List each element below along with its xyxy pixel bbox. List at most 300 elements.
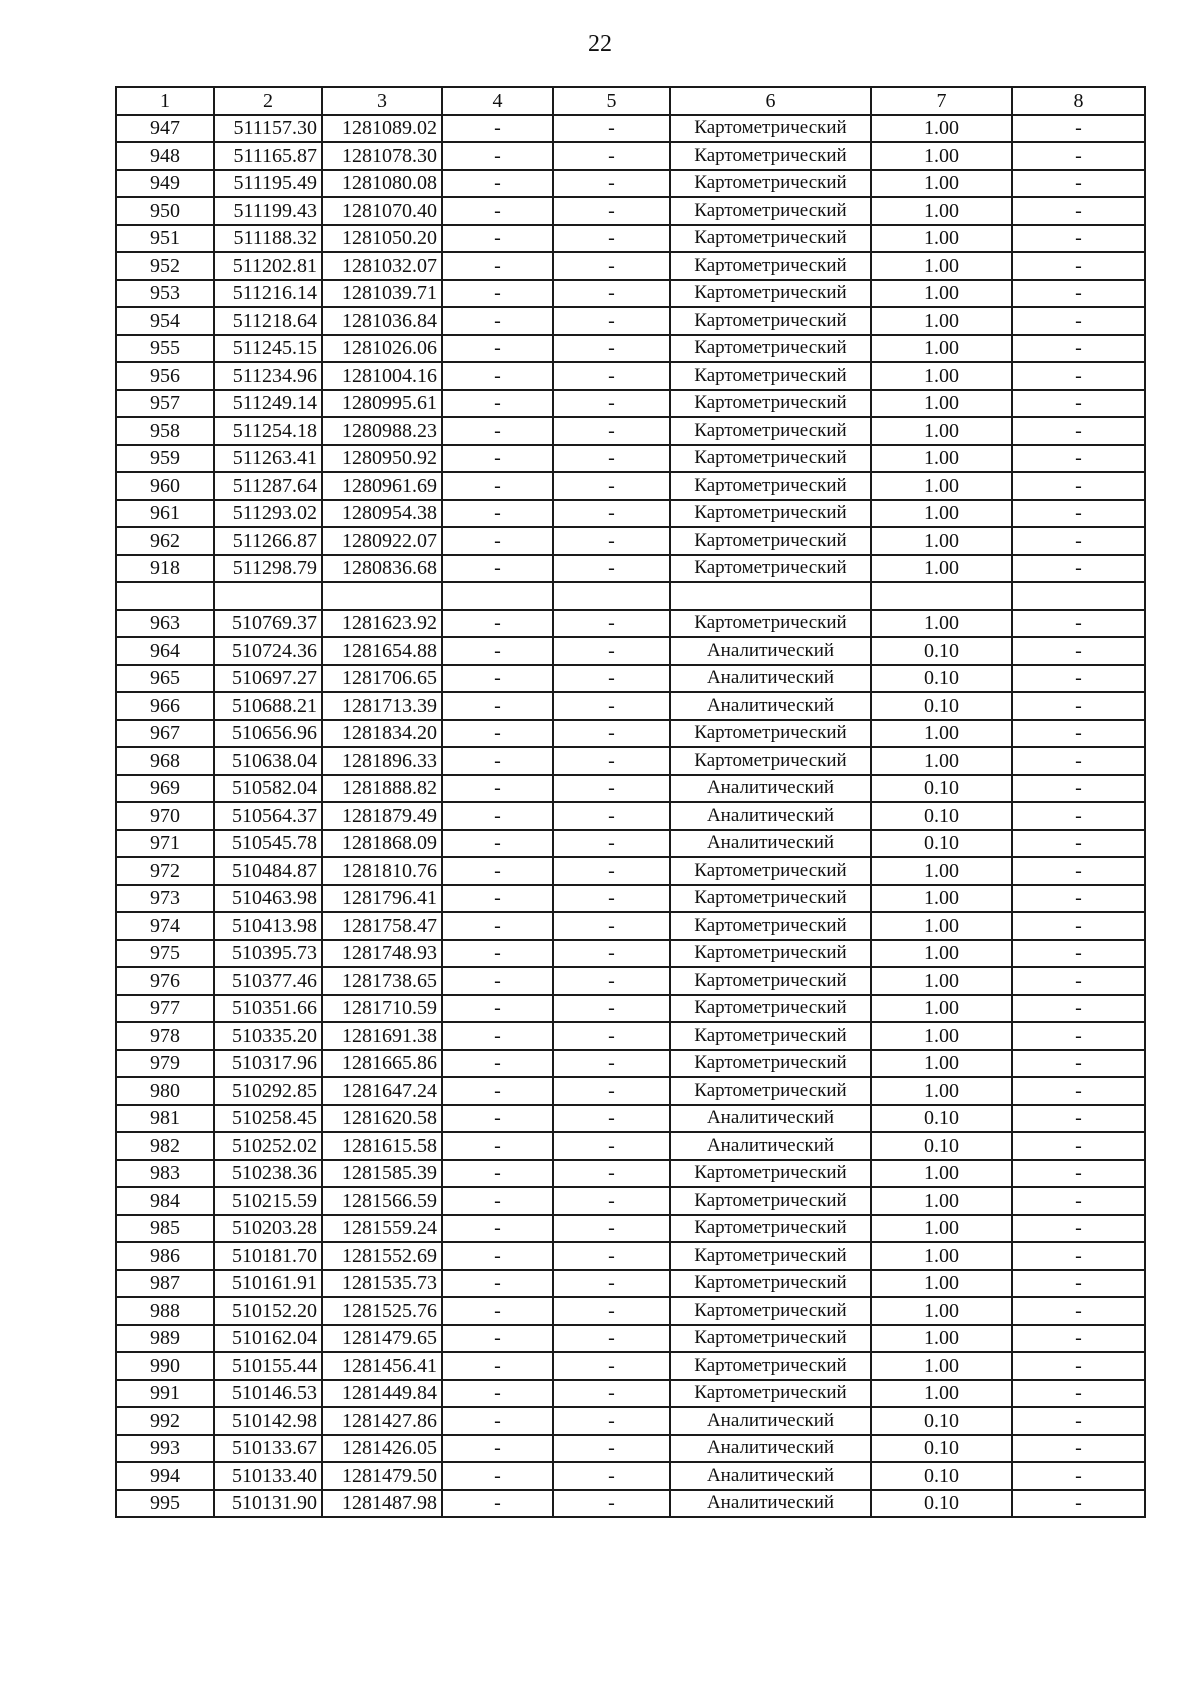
x-coordinate-cell: 511188.32	[214, 225, 322, 253]
point-number-cell: 986	[116, 1242, 214, 1270]
column5-cell: -	[553, 390, 670, 418]
column8-cell: -	[1012, 280, 1145, 308]
accuracy-cell: 0.10	[871, 1462, 1012, 1490]
column5-cell: -	[553, 802, 670, 830]
coordinates-table	[115, 86, 1146, 1518]
y-coordinate-cell: 1281834.20	[322, 720, 442, 748]
table-row	[116, 197, 1145, 225]
point-number-cell: 954	[116, 307, 214, 335]
method-cell: Аналитический	[670, 1462, 871, 1490]
column4-cell: -	[442, 1490, 553, 1518]
table-row	[116, 500, 1145, 528]
method-cell: Картометрический	[670, 1160, 871, 1188]
column8-cell: -	[1012, 1407, 1145, 1435]
column4-cell: -	[442, 417, 553, 445]
x-coordinate-cell: 510769.37	[214, 610, 322, 638]
column8-cell: -	[1012, 1022, 1145, 1050]
column4-cell: -	[442, 115, 553, 143]
column8-cell: -	[1012, 527, 1145, 555]
column5-cell: -	[553, 692, 670, 720]
y-coordinate-cell: 1281620.58	[322, 1105, 442, 1133]
column5-cell: -	[553, 197, 670, 225]
table-row	[116, 472, 1145, 500]
column8-cell: -	[1012, 1050, 1145, 1078]
point-number-cell: 992	[116, 1407, 214, 1435]
column5-cell: -	[553, 775, 670, 803]
x-coordinate-cell: 511249.14	[214, 390, 322, 418]
column5-cell: -	[553, 995, 670, 1023]
table-row	[116, 610, 1145, 638]
point-number-cell: 982	[116, 1132, 214, 1160]
y-coordinate-cell: 1281706.65	[322, 665, 442, 693]
column4-cell: -	[442, 1352, 553, 1380]
column5-cell: -	[553, 912, 670, 940]
y-coordinate-cell: 1281879.49	[322, 802, 442, 830]
column5-cell: -	[553, 252, 670, 280]
column5-cell: -	[553, 362, 670, 390]
column4-cell: -	[442, 1132, 553, 1160]
method-cell: Картометрический	[670, 747, 871, 775]
column5-cell: -	[553, 1352, 670, 1380]
column5-cell: -	[553, 1160, 670, 1188]
x-coordinate-cell: 511157.30	[214, 115, 322, 143]
point-number-cell: 981	[116, 1105, 214, 1133]
accuracy-cell: 1.00	[871, 995, 1012, 1023]
accuracy-cell: 1.00	[871, 555, 1012, 583]
column5-cell: -	[553, 335, 670, 363]
column8-cell	[1012, 582, 1145, 610]
column8-cell: -	[1012, 390, 1145, 418]
method-cell: Картометрический	[670, 115, 871, 143]
column5-cell: -	[553, 1490, 670, 1518]
x-coordinate-cell: 510351.66	[214, 995, 322, 1023]
method-cell: Картометрический	[670, 1215, 871, 1243]
y-coordinate-cell: 1281456.41	[322, 1352, 442, 1380]
table-row	[116, 747, 1145, 775]
table-row	[116, 967, 1145, 995]
column5-cell: -	[553, 500, 670, 528]
y-coordinate-cell	[322, 582, 442, 610]
column4-cell: -	[442, 555, 553, 583]
accuracy-cell: 1.00	[871, 610, 1012, 638]
column5-cell: -	[553, 472, 670, 500]
method-cell: Картометрический	[670, 1187, 871, 1215]
method-cell: Картометрический	[670, 225, 871, 253]
table-row	[116, 1325, 1145, 1353]
accuracy-cell: 1.00	[871, 1352, 1012, 1380]
point-number-cell: 979	[116, 1050, 214, 1078]
table-row	[116, 830, 1145, 858]
x-coordinate-cell: 511218.64	[214, 307, 322, 335]
column8-cell: -	[1012, 1132, 1145, 1160]
y-coordinate-cell: 1281810.76	[322, 857, 442, 885]
x-coordinate-cell: 510413.98	[214, 912, 322, 940]
x-coordinate-cell: 510463.98	[214, 885, 322, 913]
x-coordinate-cell: 511195.49	[214, 170, 322, 198]
x-coordinate-cell: 510252.02	[214, 1132, 322, 1160]
column8-cell: -	[1012, 1077, 1145, 1105]
x-coordinate-cell: 510152.20	[214, 1297, 322, 1325]
point-number-cell: 978	[116, 1022, 214, 1050]
column5-cell: -	[553, 857, 670, 885]
table-row	[116, 1160, 1145, 1188]
table-row	[116, 665, 1145, 693]
point-number-cell: 977	[116, 995, 214, 1023]
point-number-cell: 951	[116, 225, 214, 253]
y-coordinate-cell: 1281691.38	[322, 1022, 442, 1050]
column-header-1: 1	[116, 87, 214, 115]
column8-cell: -	[1012, 775, 1145, 803]
method-cell: Картометрический	[670, 1077, 871, 1105]
point-number-cell: 991	[116, 1380, 214, 1408]
x-coordinate-cell: 510292.85	[214, 1077, 322, 1105]
point-number-cell: 950	[116, 197, 214, 225]
y-coordinate-cell: 1281552.69	[322, 1242, 442, 1270]
point-number-cell: 987	[116, 1270, 214, 1298]
point-number-cell: 952	[116, 252, 214, 280]
column5-cell: -	[553, 967, 670, 995]
point-number-cell: 971	[116, 830, 214, 858]
point-number-cell: 983	[116, 1160, 214, 1188]
column5-cell: -	[553, 747, 670, 775]
y-coordinate-cell: 1281654.88	[322, 637, 442, 665]
x-coordinate-cell: 510335.20	[214, 1022, 322, 1050]
column8-cell: -	[1012, 555, 1145, 583]
column4-cell: -	[442, 362, 553, 390]
table-row	[116, 940, 1145, 968]
column5-cell: -	[553, 170, 670, 198]
method-cell: Картометрический	[670, 885, 871, 913]
column4-cell: -	[442, 1215, 553, 1243]
page-number: 22	[588, 31, 612, 57]
column4-cell: -	[442, 500, 553, 528]
y-coordinate-cell: 1280836.68	[322, 555, 442, 583]
column4-cell: -	[442, 445, 553, 473]
x-coordinate-cell: 510317.96	[214, 1050, 322, 1078]
table-row	[116, 335, 1145, 363]
column5-cell: -	[553, 280, 670, 308]
y-coordinate-cell: 1281738.65	[322, 967, 442, 995]
accuracy-cell: 1.00	[871, 1215, 1012, 1243]
column-header-4: 4	[442, 87, 553, 115]
point-number-cell: 953	[116, 280, 214, 308]
point-number-cell: 968	[116, 747, 214, 775]
y-coordinate-cell: 1281710.59	[322, 995, 442, 1023]
column5-cell: -	[553, 1270, 670, 1298]
y-coordinate-cell: 1281070.40	[322, 197, 442, 225]
column8-cell: -	[1012, 1435, 1145, 1463]
column4-cell: -	[442, 720, 553, 748]
column5-cell: -	[553, 1187, 670, 1215]
point-number-cell: 967	[116, 720, 214, 748]
column8-cell: -	[1012, 967, 1145, 995]
table-row	[116, 555, 1145, 583]
x-coordinate-cell: 510638.04	[214, 747, 322, 775]
x-coordinate-cell: 510582.04	[214, 775, 322, 803]
table-row	[116, 802, 1145, 830]
column8-cell: -	[1012, 1490, 1145, 1518]
column4-cell: -	[442, 912, 553, 940]
x-coordinate-cell: 511165.87	[214, 142, 322, 170]
table-row	[116, 115, 1145, 143]
column4-cell: -	[442, 1270, 553, 1298]
column-header-2: 2	[214, 87, 322, 115]
y-coordinate-cell: 1281089.02	[322, 115, 442, 143]
x-coordinate-cell: 511293.02	[214, 500, 322, 528]
y-coordinate-cell: 1281615.58	[322, 1132, 442, 1160]
column8-cell: -	[1012, 747, 1145, 775]
y-coordinate-cell: 1281559.24	[322, 1215, 442, 1243]
accuracy-cell: 0.10	[871, 1132, 1012, 1160]
method-cell: Картометрический	[670, 1242, 871, 1270]
column8-cell: -	[1012, 1105, 1145, 1133]
y-coordinate-cell: 1281868.09	[322, 830, 442, 858]
method-cell: Картометрический	[670, 335, 871, 363]
point-number-cell: 947	[116, 115, 214, 143]
accuracy-cell: 1.00	[871, 500, 1012, 528]
column8-cell: -	[1012, 472, 1145, 500]
column5-cell: -	[553, 1407, 670, 1435]
method-cell: Картометрический	[670, 1050, 871, 1078]
column8-cell: -	[1012, 1187, 1145, 1215]
table-row	[116, 912, 1145, 940]
y-coordinate-cell: 1281623.92	[322, 610, 442, 638]
y-coordinate-cell: 1281535.73	[322, 1270, 442, 1298]
point-number-cell: 956	[116, 362, 214, 390]
accuracy-cell: 0.10	[871, 830, 1012, 858]
method-cell: Картометрический	[670, 252, 871, 280]
accuracy-cell: 1.00	[871, 1297, 1012, 1325]
accuracy-cell: 1.00	[871, 857, 1012, 885]
point-number-cell: 972	[116, 857, 214, 885]
x-coordinate-cell: 510258.45	[214, 1105, 322, 1133]
column4-cell: -	[442, 142, 553, 170]
x-coordinate-cell: 510142.98	[214, 1407, 322, 1435]
column8-cell: -	[1012, 362, 1145, 390]
column8-cell: -	[1012, 500, 1145, 528]
point-number-cell: 995	[116, 1490, 214, 1518]
x-coordinate-cell: 511287.64	[214, 472, 322, 500]
column5-cell: -	[553, 940, 670, 968]
method-cell: Картометрический	[670, 527, 871, 555]
method-cell: Картометрический	[670, 142, 871, 170]
accuracy-cell: 1.00	[871, 142, 1012, 170]
method-cell: Картометрический	[670, 307, 871, 335]
point-number-cell: 960	[116, 472, 214, 500]
table-row	[116, 1490, 1145, 1518]
column4-cell: -	[442, 802, 553, 830]
accuracy-cell: 1.00	[871, 1380, 1012, 1408]
point-number-cell: 948	[116, 142, 214, 170]
y-coordinate-cell: 1280950.92	[322, 445, 442, 473]
table-header-row	[116, 87, 1145, 115]
column8-cell: -	[1012, 610, 1145, 638]
accuracy-cell: 0.10	[871, 1105, 1012, 1133]
method-cell: Картометрический	[670, 1352, 871, 1380]
column8-cell: -	[1012, 115, 1145, 143]
x-coordinate-cell: 511199.43	[214, 197, 322, 225]
method-cell: Картометрический	[670, 995, 871, 1023]
method-cell: Картометрический	[670, 1297, 871, 1325]
column8-cell: -	[1012, 830, 1145, 858]
column5-cell: -	[553, 637, 670, 665]
column4-cell: -	[442, 1380, 553, 1408]
column4-cell: -	[442, 1160, 553, 1188]
table-row	[116, 1380, 1145, 1408]
point-number-cell: 962	[116, 527, 214, 555]
column4-cell: -	[442, 637, 553, 665]
column-header-7: 7	[871, 87, 1012, 115]
column5-cell: -	[553, 307, 670, 335]
accuracy-cell: 1.00	[871, 335, 1012, 363]
point-number-cell: 974	[116, 912, 214, 940]
y-coordinate-cell: 1281647.24	[322, 1077, 442, 1105]
y-coordinate-cell: 1281796.41	[322, 885, 442, 913]
column4-cell: -	[442, 1297, 553, 1325]
accuracy-cell: 0.10	[871, 637, 1012, 665]
x-coordinate-cell: 510131.90	[214, 1490, 322, 1518]
method-cell: Картометрический	[670, 857, 871, 885]
accuracy-cell: 1.00	[871, 362, 1012, 390]
table-row	[116, 1270, 1145, 1298]
table-row	[116, 1407, 1145, 1435]
x-coordinate-cell: 510377.46	[214, 967, 322, 995]
accuracy-cell: 0.10	[871, 665, 1012, 693]
column5-cell: -	[553, 142, 670, 170]
column8-cell: -	[1012, 1270, 1145, 1298]
column5-cell: -	[553, 1132, 670, 1160]
column8-cell: -	[1012, 417, 1145, 445]
column8-cell: -	[1012, 1352, 1145, 1380]
column8-cell: -	[1012, 307, 1145, 335]
column5-cell: -	[553, 527, 670, 555]
accuracy-cell: 1.00	[871, 1160, 1012, 1188]
column4-cell	[442, 582, 553, 610]
column8-cell: -	[1012, 252, 1145, 280]
y-coordinate-cell: 1281566.59	[322, 1187, 442, 1215]
y-coordinate-cell: 1281479.65	[322, 1325, 442, 1353]
table-row	[116, 252, 1145, 280]
column4-cell: -	[442, 252, 553, 280]
accuracy-cell: 0.10	[871, 802, 1012, 830]
y-coordinate-cell: 1281050.20	[322, 225, 442, 253]
table-row	[116, 720, 1145, 748]
table-row	[116, 280, 1145, 308]
point-number-cell: 985	[116, 1215, 214, 1243]
column5-cell: -	[553, 1380, 670, 1408]
method-cell: Картометрический	[670, 170, 871, 198]
column8-cell: -	[1012, 445, 1145, 473]
table-row	[116, 1022, 1145, 1050]
method-cell: Аналитический	[670, 1435, 871, 1463]
accuracy-cell: 1.00	[871, 1270, 1012, 1298]
column4-cell: -	[442, 1242, 553, 1270]
column5-cell: -	[553, 417, 670, 445]
table-row	[116, 1187, 1145, 1215]
x-coordinate-cell: 511202.81	[214, 252, 322, 280]
column8-cell: -	[1012, 225, 1145, 253]
accuracy-cell: 1.00	[871, 225, 1012, 253]
y-coordinate-cell: 1281479.50	[322, 1462, 442, 1490]
point-number-cell: 984	[116, 1187, 214, 1215]
table-row	[116, 1242, 1145, 1270]
table-row	[116, 1105, 1145, 1133]
y-coordinate-cell: 1281080.08	[322, 170, 442, 198]
column8-cell: -	[1012, 142, 1145, 170]
column5-cell: -	[553, 445, 670, 473]
x-coordinate-cell: 511263.41	[214, 445, 322, 473]
x-coordinate-cell: 510215.59	[214, 1187, 322, 1215]
column8-cell: -	[1012, 170, 1145, 198]
table-body	[116, 115, 1145, 1518]
table-row	[116, 1132, 1145, 1160]
accuracy-cell: 1.00	[871, 967, 1012, 995]
column5-cell: -	[553, 1215, 670, 1243]
method-cell: Картометрический	[670, 472, 871, 500]
column-header-6: 6	[670, 87, 871, 115]
y-coordinate-cell: 1281525.76	[322, 1297, 442, 1325]
y-coordinate-cell: 1281026.06	[322, 335, 442, 363]
column4-cell: -	[442, 335, 553, 363]
y-coordinate-cell: 1281665.86	[322, 1050, 442, 1078]
column5-cell: -	[553, 610, 670, 638]
method-cell: Аналитический	[670, 1132, 871, 1160]
x-coordinate-cell: 511254.18	[214, 417, 322, 445]
column8-cell: -	[1012, 885, 1145, 913]
table-row	[116, 445, 1145, 473]
table-row	[116, 995, 1145, 1023]
point-number-cell: 949	[116, 170, 214, 198]
column4-cell: -	[442, 1105, 553, 1133]
table-row	[116, 885, 1145, 913]
method-cell: Аналитический	[670, 1407, 871, 1435]
point-number-cell: 966	[116, 692, 214, 720]
column5-cell: -	[553, 1462, 670, 1490]
x-coordinate-cell: 510688.21	[214, 692, 322, 720]
column5-cell: -	[553, 1242, 670, 1270]
column4-cell: -	[442, 610, 553, 638]
table-row	[116, 417, 1145, 445]
column5-cell: -	[553, 555, 670, 583]
x-coordinate-cell: 510545.78	[214, 830, 322, 858]
point-number-cell: 957	[116, 390, 214, 418]
column5-cell: -	[553, 1297, 670, 1325]
accuracy-cell: 1.00	[871, 720, 1012, 748]
x-coordinate-cell: 510656.96	[214, 720, 322, 748]
table-row	[116, 775, 1145, 803]
x-coordinate-cell: 511216.14	[214, 280, 322, 308]
x-coordinate-cell: 511298.79	[214, 555, 322, 583]
method-cell: Картометрический	[670, 197, 871, 225]
table-row	[116, 225, 1145, 253]
column4-cell: -	[442, 307, 553, 335]
accuracy-cell: 1.00	[871, 1077, 1012, 1105]
y-coordinate-cell: 1281888.82	[322, 775, 442, 803]
column8-cell: -	[1012, 720, 1145, 748]
column4-cell: -	[442, 995, 553, 1023]
column4-cell: -	[442, 1325, 553, 1353]
x-coordinate-cell: 511234.96	[214, 362, 322, 390]
column8-cell: -	[1012, 1297, 1145, 1325]
table-row	[116, 362, 1145, 390]
y-coordinate-cell: 1281426.05	[322, 1435, 442, 1463]
column5-cell: -	[553, 1077, 670, 1105]
accuracy-cell: 1.00	[871, 1242, 1012, 1270]
point-number-cell: 961	[116, 500, 214, 528]
method-cell: Картометрический	[670, 610, 871, 638]
point-number-cell: 976	[116, 967, 214, 995]
point-number-cell: 970	[116, 802, 214, 830]
